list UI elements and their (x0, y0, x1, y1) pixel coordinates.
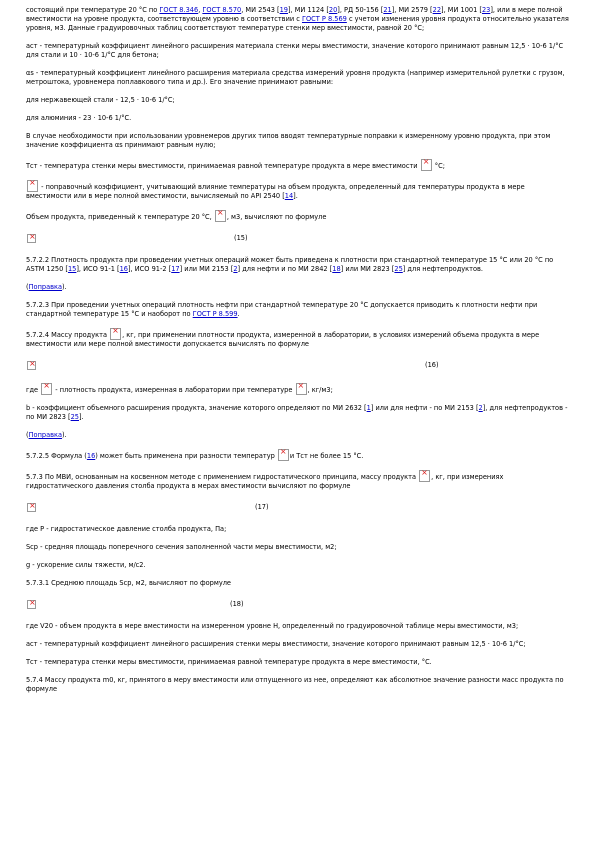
pressure-definition: где P - гидростатическое давление столба продукта, Па; (26, 525, 227, 533)
section-5-7-4: 5.7.4 Массу продукта m0, кг, принятого в меру вместимости или отпущенного из нее, определяют как абсолютное значение разности масс продукта по формуле (26, 676, 564, 693)
link-gost-8-346[interactable]: ГОСТ 8.346 (159, 6, 199, 14)
section-5-7-3-1: 5.7.3.1 Среднюю площадь Sср, м2, вычисляют по формуле (26, 579, 231, 587)
section-5-7-2-4: 5.7.2.4 Массу продукта × , кг, при применении плотности продукта, измеренной в лаборатории, в условиях измерений объема продукта в мере вместимости или мере полной вместимости допускается вычислять по формуле (26, 328, 569, 349)
broken-image-icon (41, 383, 52, 395)
ref-link-17[interactable]: 17 (171, 265, 180, 273)
broken-image-icon (278, 449, 289, 461)
ref-link-25[interactable]: 25 (394, 265, 403, 273)
link-gost-8-570[interactable]: ГОСТ 8.570 (202, 6, 242, 14)
amendment-note: (Поправка). (26, 283, 67, 291)
ref-link-1[interactable]: 1 (366, 404, 371, 412)
formula-16 (26, 358, 569, 372)
amendment-note: (Поправка). (26, 431, 67, 439)
broken-image-icon (27, 180, 38, 192)
ref-link-22[interactable]: 22 (432, 6, 442, 14)
broken-image-icon (27, 503, 36, 512)
broken-image-icon (421, 159, 432, 171)
formula-number: (17) (255, 502, 269, 511)
ref-link-18[interactable]: 18 (332, 265, 341, 273)
formula-number: (16) (425, 360, 439, 369)
formula-16-link[interactable]: 16 (86, 452, 96, 460)
gravity-definition: g - ускорение силы тяжести, м/с2. (26, 561, 146, 569)
section-5-7-2-2: 5.7.2.2 Плотность продукта при проведении учетных операций может быть приведена к плотности при стандартной температуре 15 °С или 20 °С по ASTM 1250 [15], ИСО 91-1 [16], ИСО 91-2 [17] или МИ 2153 [2] для нефти и по МИ 2842 [18] или МИ 2823 [25] для нефтепродуктов. (26, 256, 554, 273)
alpha-st-definition-2: аст - температурный коэффициент линейного расширения стенки меры вместимости, значение которого принимают равным 12,5 · 10-6 1/°С; (26, 640, 526, 648)
section-5-7-3: 5.7.3 По МВИ, основанным на косвенном методе с применением гидростатического принципа, массу продукта × , кг, при измерениях гидростатического давления столба продукта в мерах вместимости вычисляют по формуле (26, 470, 569, 491)
paragraph-volume-tables: состоящий при температуре 20 °С по ГОСТ 8.346, ГОСТ 8.570, МИ 2543 [19], МИ 1124 [20], РД 50-156 [21], МИ 2579 [22], МИ 1001 [23], или в мере полной вместимости на уровне продукта, соответствующем уровню в соответствии с ГОСТ Р 8.569 с учетом изменения уровня продукта относительно указателя уровня, м3. Данные градуировочных таблиц соответствуют температуре стенки мер вместимости, равной 20 °С; (26, 6, 569, 32)
alpha-s-definition: αs - температурный коэффициент линейного расширения материала средства измерений уровня продукта (например измерительной рулетки с грузом, метроштока, уровнемера поплавкового типа и др.). Его значение принимают равными: (26, 69, 565, 86)
formula-18 (26, 597, 569, 611)
document-page (26, 6, 569, 703)
aluminum-value: для алюминия - 23 · 10-6 1/°С. (26, 114, 132, 122)
broken-image-icon (215, 210, 226, 222)
other-gauges-note: В случае необходимости при использовании уровнемеров других типов вводят температурные поправки к измеренному уровню продукта, при этом значение коэффициента αs принимают равным нулю; (26, 132, 551, 149)
broken-image-icon (27, 234, 36, 243)
ref-link-19[interactable]: 19 (279, 6, 288, 14)
formula-17 (26, 500, 569, 514)
section-5-7-2-5: 5.7.2.5 Формула (16) может быть применена при разности температур × и Тст не более 15 °С. (26, 449, 569, 461)
formula-15 (26, 231, 569, 245)
ref-link-25[interactable]: 25 (70, 413, 79, 421)
volume-20-intro: Объем продукта, приведенный к температуре 20 °С, × , м3, вычисляют по формуле (26, 210, 569, 222)
b-coefficient-definition: b - коэффициент объемного расширения продукта, значение которого определяют по МИ 2632 [1] или для нефти - по МИ 2153 [2], для нефтепродуктов - по МИ 2823 [25]. (26, 404, 568, 421)
ref-link-20[interactable]: 20 (328, 6, 338, 14)
steel-value: для нержавеющей стали - 12,5 · 10-6 1/°С; (26, 96, 175, 104)
ref-link-21[interactable]: 21 (383, 6, 392, 14)
ref-link-16[interactable]: 16 (119, 265, 128, 273)
link-gost-r-8-599[interactable]: ГОСТ Р 8.599 (192, 310, 238, 318)
broken-image-icon (296, 383, 307, 395)
tst-definition-2: Тст - температура стенки меры вместимости, принимаемая равной температуре продукта в мере вместимости, °С. (26, 658, 432, 666)
broken-image-icon (27, 600, 36, 609)
ref-link-2[interactable]: 2 (233, 265, 238, 273)
broken-image-icon (419, 470, 430, 482)
link-gost-r-8-569[interactable]: ГОСТ Р 8.569 (301, 15, 347, 23)
amendment-link[interactable]: Поправка (28, 431, 63, 439)
broken-image-icon (110, 328, 121, 340)
correction-coefficient-definition: × - поправочный коэффициент, учитывающий влияние температуры на объем продукта, определенный для температуры продукта в мере вместимости или в мере полной вместимости, вычисляемый по API 2540 [14]. (26, 180, 569, 201)
amendment-link[interactable]: Поправка (28, 283, 63, 291)
formula-number: (18) (230, 599, 244, 608)
rho-definition: где × - плотность продукта, измеренная в лаборатории при температуре × , кг/м3; (26, 383, 569, 395)
broken-image-icon (27, 361, 36, 370)
area-definition: Sср - средняя площадь поперечного сечения заполненной части меры вместимости, м2; (26, 543, 337, 551)
ref-link-2[interactable]: 2 (478, 404, 483, 412)
ref-link-15[interactable]: 15 (67, 265, 77, 273)
ref-link-23[interactable]: 23 (481, 6, 491, 14)
tst-definition: Тст - температура стенки меры вместимости, принимаемая равной температуре продукта в мере вместимости × °С; (26, 159, 569, 171)
section-5-7-2-3: 5.7.2.3 При проведении учетных операций плотность нефти при стандартной температуре 20 °С допускается приводить к плотности нефти при стандартной температуре 15 °С и наоборот по ГОСТ Р 8.599. (26, 301, 538, 318)
formula-number: (15) (234, 233, 248, 242)
v20-definition: где V20 - объем продукта в мере вместимости на измеренном уровне Н, определенный по градуировочной таблице меры вместимости, м3; (26, 622, 519, 630)
alpha-st-definition: аст - температурный коэффициент линейного расширения материала стенки меры вместимости, значение которого принимают равным 12,5 · 10-6 1/°С для стали и 10 · 10-6 1/°С для бетона; (26, 42, 564, 59)
ref-link-14[interactable]: 14 (284, 192, 294, 200)
